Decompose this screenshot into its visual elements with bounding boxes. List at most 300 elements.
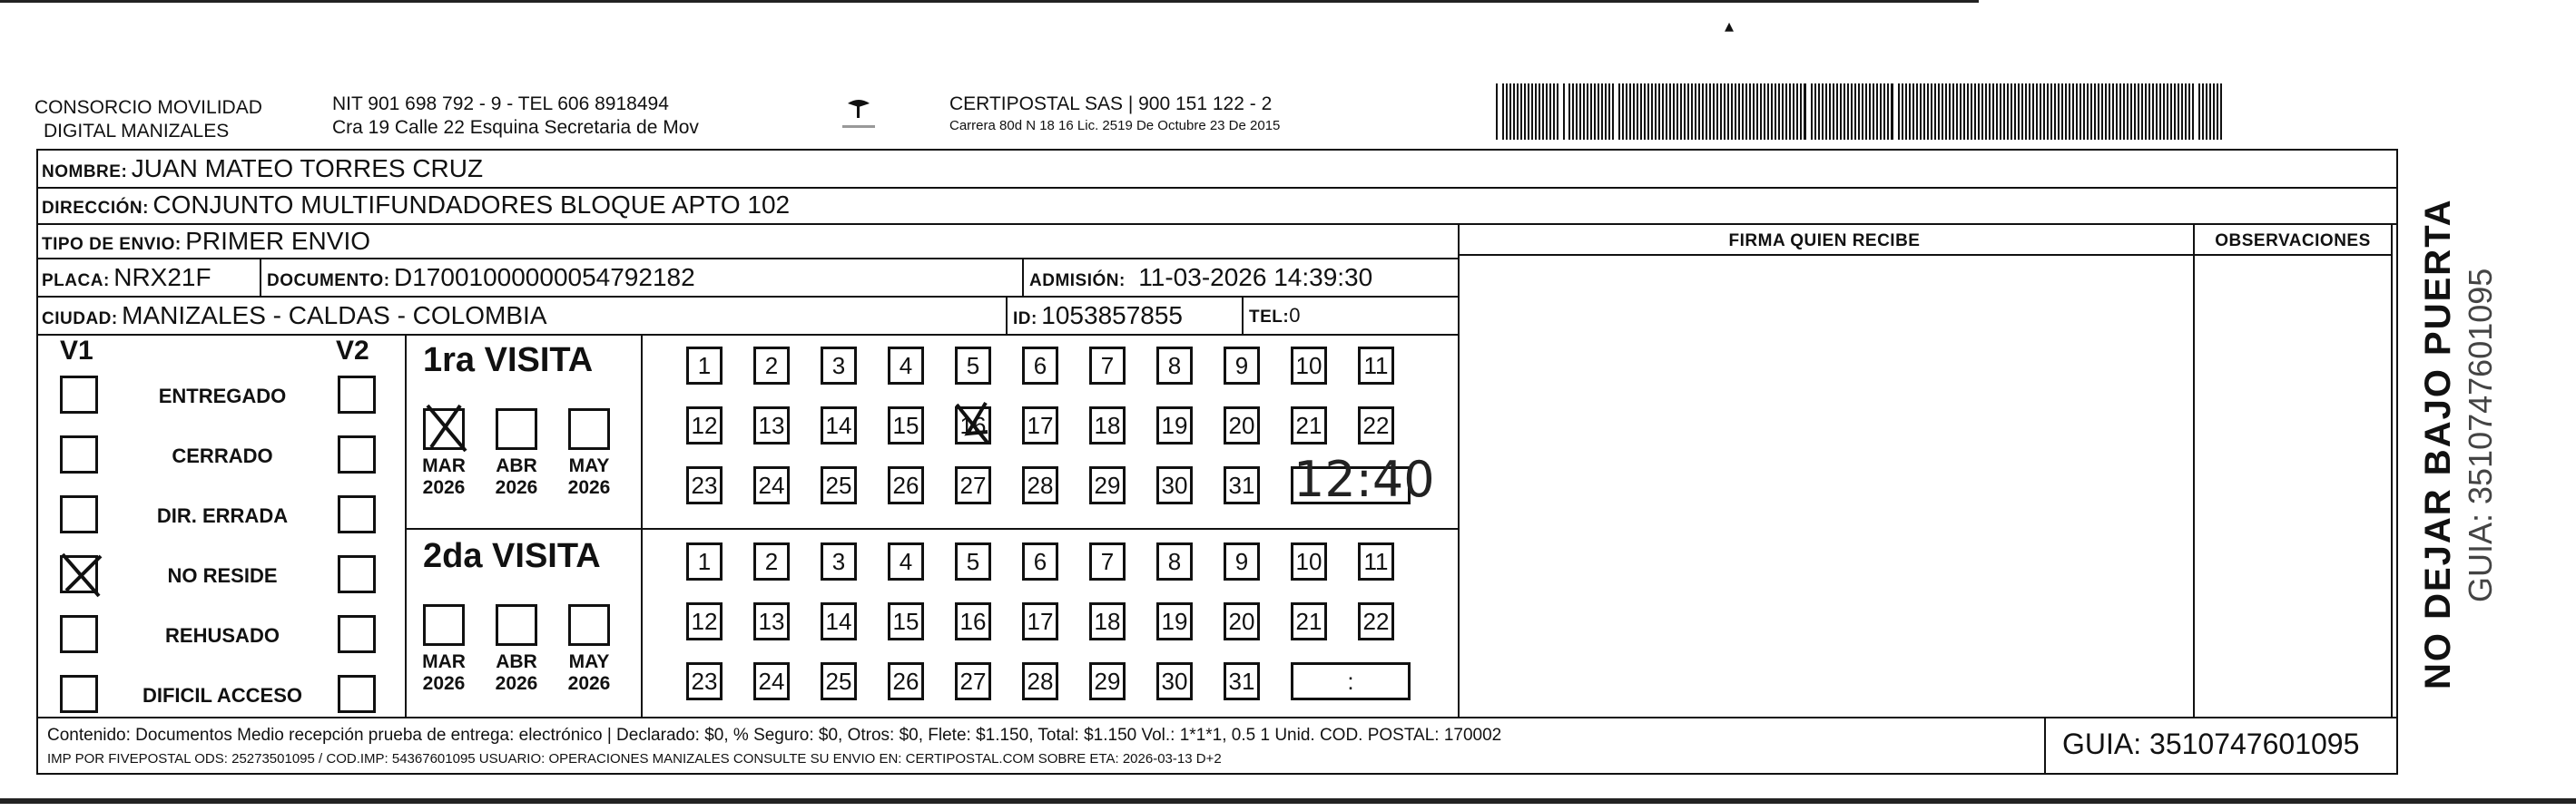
barcode-bar (1742, 83, 1744, 140)
day-box[interactable]: 18 (1089, 602, 1126, 640)
documento-field (267, 263, 695, 297)
barcode-bar (2209, 83, 2211, 140)
day-box[interactable]: 25 (821, 662, 857, 700)
day-box[interactable]: 13 (753, 406, 790, 445)
barcode-bar (1716, 83, 1718, 140)
barcode-bar (1626, 83, 1627, 140)
v1-checkbox[interactable] (60, 615, 98, 653)
barcode-bar (1684, 83, 1686, 140)
barcode-bar (1517, 83, 1519, 140)
barcode-bar (1883, 83, 1885, 140)
barcode-bar (2087, 83, 2089, 140)
barcode-bar (2202, 83, 2204, 140)
month-year: 2026 (422, 673, 466, 694)
barcode-bar (1811, 83, 1813, 140)
barcode-bar (1916, 83, 1918, 140)
carrier-logo (841, 96, 877, 137)
barcode-bar (2029, 83, 2030, 140)
barcode-bar (1756, 83, 1758, 140)
barcode-bar (1557, 83, 1558, 140)
barcode-bar (2021, 83, 2023, 140)
day-box[interactable]: 20 (1224, 406, 1260, 445)
barcode-bar (2079, 83, 2081, 140)
barcode-bar (1854, 83, 1856, 140)
v1-checkbox[interactable] (60, 376, 98, 414)
barcode-bar (1669, 83, 1671, 140)
v1-checkbox[interactable] (60, 555, 98, 593)
barcode-bar (2198, 83, 2200, 140)
barcode-bar (1587, 83, 1588, 140)
barcode-bar (1662, 83, 1664, 140)
barcode-bar (1698, 83, 1700, 140)
barcode-bar (1745, 83, 1747, 140)
month-name: MAY (568, 455, 610, 476)
barcode-bar (1898, 83, 1900, 140)
barcode-bar (1844, 83, 1845, 140)
month-label (483, 455, 550, 499)
barcode-bar (1576, 83, 1578, 140)
barcode-bar (2000, 83, 2001, 140)
barcode-bar (1702, 83, 1704, 140)
day-box[interactable]: 9 (1224, 347, 1260, 385)
time-box[interactable] (1291, 451, 1435, 508)
month-label (483, 651, 550, 695)
barcode-bar (2083, 83, 2085, 140)
ciudad-value: MANIZALES - CALDAS - COLOMBIA (122, 301, 547, 329)
status-option-label: ENTREGADO (158, 385, 287, 407)
day-box[interactable]: 14 (821, 602, 857, 640)
barcode-bar (2101, 83, 2103, 140)
month-name: MAY (568, 651, 610, 672)
barcode-bar (1695, 83, 1696, 140)
day-box[interactable]: 1 (686, 542, 723, 581)
day-box[interactable]: 5 (955, 542, 991, 581)
barcode-bar (1767, 83, 1769, 140)
month-label (410, 651, 477, 695)
footer-guia: GUIA: 3510747601095 (2062, 728, 2360, 760)
barcode-bar (1938, 83, 1940, 140)
barcode-bar (2148, 83, 2150, 140)
barcode-bar (1985, 83, 1987, 140)
barcode-bar (2040, 83, 2041, 140)
barcode-bar (1633, 83, 1635, 140)
month-checkbox[interactable] (496, 604, 537, 646)
month-year: 2026 (567, 477, 611, 498)
barcode-bar (1647, 83, 1649, 140)
day-box[interactable]: 29 (1089, 662, 1126, 700)
barcode-bar (1644, 83, 1646, 140)
barcode-bar (2119, 83, 2121, 140)
barcode-bar (2025, 83, 2027, 140)
barcode-bar (2116, 83, 2118, 140)
day-box[interactable]: 15 (888, 602, 924, 640)
month-checkbox[interactable] (568, 408, 610, 450)
day-box[interactable]: 31 (1224, 662, 1260, 700)
day-check-mark (951, 397, 997, 453)
company-name: CONSORCIO MOVILIDAD DIGITAL MANIZALES (34, 97, 262, 142)
day-box[interactable]: 28 (1022, 466, 1058, 504)
barcode-bar (1920, 83, 1922, 140)
stray-mark: ▴ (1725, 16, 1735, 36)
barcode-bar (1891, 83, 1893, 140)
time-value: : (1347, 668, 1354, 695)
barcode-bar (1858, 83, 1860, 140)
firma-header: FIRMA QUIEN RECIBE (1728, 231, 1921, 250)
v2-checkbox[interactable] (338, 495, 376, 533)
day-box[interactable]: 19 (1156, 602, 1193, 640)
barcode-bar (1598, 83, 1599, 140)
month-year: 2026 (495, 477, 538, 498)
barcode-bar (1865, 83, 1867, 140)
barcode-bar (1568, 83, 1570, 140)
barcode-bar (2163, 83, 2165, 140)
time-box[interactable] (1291, 662, 1411, 700)
day-box[interactable]: 25 (821, 466, 857, 504)
barcode-bar (1546, 83, 1548, 140)
day-box[interactable]: 16 (955, 406, 991, 445)
barcode-bar (1706, 83, 1707, 140)
status-option-label: REHUSADO (165, 624, 280, 647)
day-box[interactable]: 21 (1291, 602, 1327, 640)
day-box[interactable]: 10 (1291, 542, 1327, 581)
barcode-bar (2145, 83, 2147, 140)
barcode-bar (2188, 83, 2190, 140)
ciudad-label: CIUDAD: (42, 309, 118, 328)
day-box[interactable]: 24 (753, 466, 790, 504)
day-box[interactable]: 26 (888, 466, 924, 504)
barcode-bar (1738, 83, 1740, 140)
id-field (1013, 301, 1183, 335)
barcode-bar (1731, 83, 1733, 140)
placa-field (42, 263, 211, 297)
day-box[interactable]: 26 (888, 662, 924, 700)
visit-title: 1ra VISITA (423, 341, 594, 379)
barcode-bar (1735, 83, 1736, 140)
day-box[interactable]: 30 (1156, 662, 1193, 700)
barcode-bar (1590, 83, 1592, 140)
status-option-label: CERRADO (172, 445, 273, 467)
barcode-bar (1905, 83, 1907, 140)
barcode-bar (2109, 83, 2110, 140)
day-box[interactable]: 11 (1358, 347, 1394, 385)
day-box[interactable]: 27 (955, 662, 991, 700)
observaciones-header: OBSERVACIONES (2215, 231, 2371, 250)
barcode-bar (1931, 83, 1932, 140)
day-box[interactable]: 14 (821, 406, 857, 445)
day-box[interactable]: 27 (955, 466, 991, 504)
barcode-bar (2076, 83, 2078, 140)
barcode-bar (1764, 83, 1765, 140)
barcode-bar (2178, 83, 2179, 140)
barcode-bar (1967, 83, 1969, 140)
barcode-bar (1612, 83, 1614, 140)
day-box[interactable]: 5 (955, 347, 991, 385)
barcode-bar (2192, 83, 2194, 140)
admision-label: ADMISIÓN: (1029, 271, 1126, 290)
footer-print-info: IMP POR FIVEPOSTAL ODS: 25273501095 / COD.IMP: 54367601095 USUARIO: OPERACIONES MANIZALES CONSULTE SU ENVIO EN: CERTIPOSTAL.COM SOBRE ETA: 2026-03-13 D+2 (47, 751, 1222, 767)
barcode-bar (2003, 83, 2005, 140)
tel-field (1249, 301, 1300, 333)
barcode-bar (1572, 83, 1574, 140)
barcode-bar (2167, 83, 2168, 140)
day-box[interactable]: 7 (1089, 542, 1126, 581)
barcode-bar (1978, 83, 1980, 140)
day-box[interactable]: 8 (1156, 347, 1193, 385)
nombre-row (42, 154, 483, 188)
footer-contents: Contenido: Documentos Medio recepción prueba de entrega: electrónico | Declarado: $0, % Seguro: $0, Otros: $0, Flete: $1.150, Total: $1.150 Vol.: 1*1*1, 0.5 1 Unid. COD. POSTAL: 170002 (47, 726, 1502, 745)
month-name: MAR (422, 651, 466, 672)
barcode-bar (1814, 83, 1816, 140)
barcode-bar (2134, 83, 2136, 140)
day-box[interactable]: 22 (1358, 602, 1394, 640)
barcode-bar (1579, 83, 1581, 140)
day-box[interactable]: 6 (1022, 347, 1058, 385)
v2-checkbox[interactable] (338, 376, 376, 414)
nombre-label: NOMBRE: (42, 162, 128, 181)
barcode-bar (1873, 83, 1874, 140)
barcode-bar (2072, 83, 2074, 140)
tipo-row (42, 227, 370, 260)
barcode-bar (1637, 83, 1638, 140)
day-box[interactable]: 12 (686, 406, 723, 445)
day-box[interactable]: 24 (753, 662, 790, 700)
barcode-bar (1563, 83, 1565, 140)
barcode-bar (2090, 83, 2092, 140)
barcode-bar (1506, 83, 1508, 140)
barcode-bar (1822, 83, 1824, 140)
v2-checkbox[interactable] (338, 675, 376, 713)
status-option-label: NO RESIDE (167, 564, 278, 587)
barcode-bar (1862, 83, 1863, 140)
barcode-bar (2130, 83, 2132, 140)
barcode-bar (2159, 83, 2161, 140)
month-name: ABR (496, 455, 537, 476)
barcode-bar (2213, 83, 2215, 140)
day-box[interactable]: 4 (888, 347, 924, 385)
v1-checkbox[interactable] (60, 675, 98, 713)
barcode-bar (1793, 83, 1794, 140)
barcode-bar (1655, 83, 1657, 140)
month-checkbox[interactable] (423, 408, 465, 450)
day-box[interactable]: 28 (1022, 662, 1058, 700)
barcode-bar (1782, 83, 1784, 140)
barcode-bar (1833, 83, 1834, 140)
month-name: ABR (496, 651, 537, 672)
barcode-bar (1749, 83, 1751, 140)
month-label (410, 455, 477, 499)
barcode-bar (2127, 83, 2129, 140)
barcode-bar (1549, 83, 1551, 140)
day-box[interactable]: 3 (821, 542, 857, 581)
day-box[interactable]: 10 (1291, 347, 1327, 385)
day-box[interactable]: 12 (686, 602, 723, 640)
month-year: 2026 (495, 673, 538, 694)
day-box[interactable]: 2 (753, 347, 790, 385)
month-label (556, 455, 623, 499)
barcode-bar (1528, 83, 1529, 140)
barcode-bar (1553, 83, 1555, 140)
barcode (1496, 83, 2222, 140)
barcode-bar (2170, 83, 2172, 140)
barcode-bar (1509, 83, 1511, 140)
barcode-bar (1840, 83, 1842, 140)
barcode-bar (2174, 83, 2176, 140)
barcode-bar (2141, 83, 2143, 140)
tel-label: TEL: (1249, 308, 1290, 327)
day-box[interactable]: 29 (1089, 466, 1126, 504)
direccion-row (42, 191, 790, 224)
barcode-bar (2156, 83, 2158, 140)
barcode-bar (1912, 83, 1914, 140)
barcode-bar (1520, 83, 1522, 140)
side-guia: GUIA: 3510747601095 (2462, 268, 2499, 602)
barcode-bar (2098, 83, 2099, 140)
barcode-bar (1727, 83, 1729, 140)
barcode-bar (1583, 83, 1585, 140)
month-name: MAR (422, 455, 466, 476)
month-checkbox[interactable] (423, 604, 465, 646)
carrier-info: CERTIPOSTAL SAS | 900 151 122 - 2 Carrera 80d N 18 16 Lic. 2519 De Octubre 23 De 2015 (949, 93, 1281, 133)
barcode-bar (1996, 83, 1998, 140)
v2-checkbox[interactable] (338, 555, 376, 593)
barcode-bar (2123, 83, 2125, 140)
barcode-bar (1847, 83, 1849, 140)
day-box[interactable]: 18 (1089, 406, 1126, 445)
day-box[interactable]: 7 (1089, 347, 1126, 385)
v1-checkbox[interactable] (60, 495, 98, 533)
barcode-bar (1956, 83, 1958, 140)
barcode-bar (1942, 83, 1943, 140)
barcode-bar (2032, 83, 2034, 140)
barcode-bar (1880, 83, 1882, 140)
barcode-bar (1753, 83, 1755, 140)
barcode-bar (1601, 83, 1603, 140)
v2-label: V2 (336, 336, 369, 366)
barcode-bar (1971, 83, 1972, 140)
status-option-label: DIFICIL ACCESO (142, 684, 302, 707)
nombre-value: JUAN MATEO TORRES CRUZ (131, 154, 484, 182)
barcode-bar (2069, 83, 2070, 140)
barcode-bar (2112, 83, 2114, 140)
barcode-bar (1992, 83, 1994, 140)
day-box[interactable]: 23 (686, 466, 723, 504)
day-box[interactable]: 11 (1358, 542, 1394, 581)
day-box[interactable]: 1 (686, 347, 723, 385)
barcode-bar (1804, 83, 1806, 140)
day-box[interactable]: 30 (1156, 466, 1193, 504)
barcode-bar (1666, 83, 1667, 140)
day-box[interactable]: 13 (753, 602, 790, 640)
barcode-bar (1796, 83, 1798, 140)
day-box[interactable]: 23 (686, 662, 723, 700)
barcode-bar (2206, 83, 2207, 140)
barcode-bar (1923, 83, 1925, 140)
v2-checkbox[interactable] (338, 615, 376, 653)
tel-value: 0 (1289, 304, 1301, 327)
barcode-bar (1680, 83, 1682, 140)
barcode-bar (1658, 83, 1660, 140)
tipo-value: PRIMER ENVIO (185, 227, 371, 255)
barcode-bar (1622, 83, 1624, 140)
barcode-bar (2220, 83, 2222, 140)
bottom-rule (0, 798, 2576, 804)
admision-field (1029, 263, 1372, 297)
v1-label: V1 (60, 336, 93, 366)
status-option-label: DIR. ERRADA (156, 504, 289, 527)
barcode-bar (2061, 83, 2063, 140)
barcode-bar (1789, 83, 1791, 140)
month-checkbox[interactable] (568, 604, 610, 646)
day-box[interactable]: 9 (1224, 542, 1260, 581)
day-box[interactable]: 17 (1022, 602, 1058, 640)
barcode-bar (1778, 83, 1780, 140)
barcode-bar (1502, 83, 1504, 140)
barcode-bar (1524, 83, 1526, 140)
barcode-bar (1960, 83, 1961, 140)
day-box[interactable]: 31 (1224, 466, 1260, 504)
barcode-bar (1945, 83, 1947, 140)
barcode-bar (1691, 83, 1693, 140)
barcode-bar (2094, 83, 2096, 140)
side-warning: NO DEJAR BAJO PUERTA (2418, 198, 2458, 689)
barcode-bar (1713, 83, 1715, 140)
barcode-bar (1851, 83, 1853, 140)
day-box[interactable]: 4 (888, 542, 924, 581)
day-box[interactable]: 17 (1022, 406, 1058, 445)
day-box[interactable]: 19 (1156, 406, 1193, 445)
barcode-bar (1605, 83, 1607, 140)
v1-checkbox[interactable] (60, 435, 98, 474)
barcode-bar (1535, 83, 1537, 140)
barcode-bar (1974, 83, 1976, 140)
day-box[interactable]: 16 (955, 602, 991, 640)
barcode-bar (1952, 83, 1954, 140)
barcode-bar (1724, 83, 1726, 140)
barcode-bar (2018, 83, 2020, 140)
barcode-bar (2217, 83, 2218, 140)
day-box[interactable]: 22 (1358, 406, 1394, 445)
month-year: 2026 (567, 673, 611, 694)
day-box[interactable]: 15 (888, 406, 924, 445)
barcode-bar (1887, 83, 1889, 140)
day-box[interactable]: 8 (1156, 542, 1193, 581)
barcode-bar (1785, 83, 1787, 140)
day-box[interactable]: 3 (821, 347, 857, 385)
month-checkbox[interactable] (496, 408, 537, 450)
direccion-value: CONJUNTO MULTIFUNDADORES BLOQUE APTO 102 (152, 191, 791, 219)
barcode-bar (1902, 83, 1903, 140)
barcode-bar (1709, 83, 1711, 140)
day-box[interactable]: 6 (1022, 542, 1058, 581)
day-box[interactable]: 20 (1224, 602, 1260, 640)
barcode-bar (2185, 83, 2187, 140)
day-box[interactable]: 21 (1291, 406, 1327, 445)
barcode-bar (2011, 83, 2012, 140)
barcode-bar (2043, 83, 2045, 140)
placa-label: PLACA: (42, 271, 110, 290)
barcode-bar (1829, 83, 1831, 140)
barcode-bar (1800, 83, 1802, 140)
barcode-bar (1760, 83, 1762, 140)
barcode-bar (1818, 83, 1820, 140)
barcode-bar (2181, 83, 2183, 140)
day-box[interactable]: 2 (753, 542, 790, 581)
admision-value: 11-03-2026 14:39:30 (1138, 263, 1373, 291)
barcode-bar (1531, 83, 1533, 140)
barcode-bar (2065, 83, 2067, 140)
id-value: 1053857855 (1041, 301, 1184, 329)
v2-checkbox[interactable] (338, 435, 376, 474)
